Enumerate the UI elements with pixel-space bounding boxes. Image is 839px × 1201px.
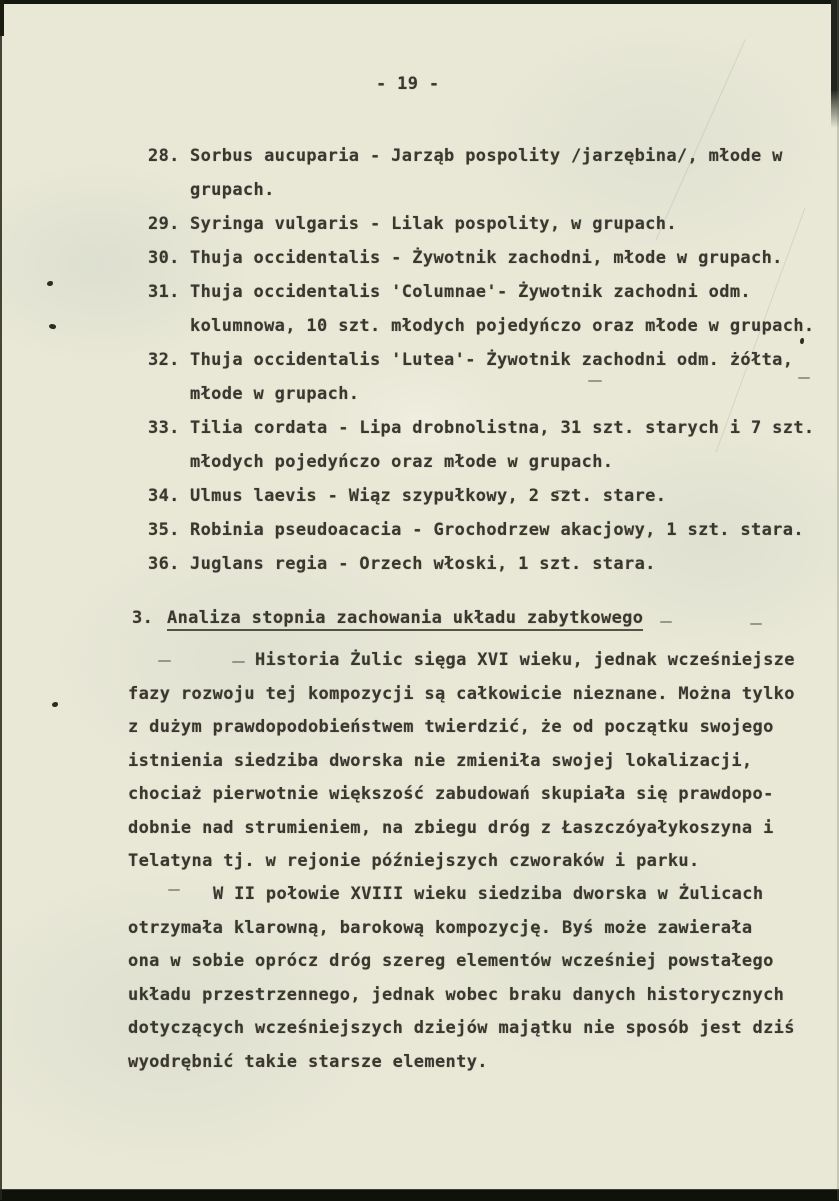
text-line: Tilia cordata - Lipa drobnolistna, 31 szt. starych i 7 szt. [190,418,815,438]
text-line: Robinia pseudoacacia - Grochodrzew akacjowy, 1 szt. stara. [190,520,804,540]
item-number: 30. [148,248,180,268]
paragraph-history-origins [128,644,795,879]
list-item [148,343,815,411]
text-line: grupach. [190,180,275,200]
text-line: W II połowie XVIII wieku siedziba dworska w Żulicach [213,884,764,904]
scan-edge-left-top [0,0,4,36]
text-line: Historia Żulic sięga XVI wieku, jednak wcześniejsze [255,650,795,670]
species-list [148,139,815,581]
text-line: młode w grupach. [190,384,360,404]
item-number: 29. [148,214,180,234]
list-item [148,241,815,275]
text-line: Thuja occidentalis 'Lutea'- Żywotnik zachodni odm. żółta, [190,350,794,370]
text-line: otrzymała klarowną, barokową kompozycję. Byś może zawierała [128,917,753,938]
text-line: Juglans regia - Orzech włoski, 1 szt. stara. [190,554,656,574]
item-number: 36. [148,554,180,574]
item-number: 31. [148,282,180,302]
scan-edge-bottom [0,1189,839,1201]
section-heading [132,602,643,635]
text-line: kolumnowa, 10 szt. młodych pojedyńczo oraz młode w grupach. [190,316,815,336]
text-line: młodych pojedyńczo oraz młode w grupach. [190,452,614,472]
text-line: z dużym prawdopodobieństwem twierdzić, że od początku swojego [128,717,774,737]
paragraph-18th-century [128,878,795,1079]
text-line: fazy rozwoju tej kompozycji są całkowicie nieznane. Można tylko [128,683,795,704]
stray-dash-mark [660,621,672,623]
list-item [148,275,815,343]
text-line: Ulmus laevis - Wiąz szypułkowy, 2 szt. stare. [190,486,667,506]
list-item [148,207,815,241]
item-number: 33. [148,418,180,438]
text-line: chociaż pierwotnie większość zabudowań skupiała się prawdopo- [128,784,774,804]
text-line: ona w sobie oprócz dróg szereg elementów wcześniej powstałego [128,951,774,971]
list-item [148,411,815,479]
text-line: Syringa vulgaris - Lilak pospolity, w grupach. [190,214,677,234]
scan-edge-left [0,0,2,1200]
text-line: Thuja occidentalis 'Columnae'- Żywotnik zachodni odm. [190,282,751,302]
text-line: Sorbus aucuparia - Jarząb pospolity /jarzębina/, młode w [190,146,783,166]
text-line: Telatyna tj. w rejonie późniejszych czworaków i parku. [128,851,700,871]
item-number: 28. [148,146,180,166]
text-line: Thuja occidentalis - Żywotnik zachodni, młode w grupach. [190,248,783,268]
text-line: wyodrębnić takie starsze elementy. [128,1051,488,1072]
item-number: 34. [148,486,180,506]
text-line: dobnie nad strumieniem, na zbiegu dróg z Łaszczóyałykoszyna i [128,817,774,838]
list-item [148,547,815,581]
section-number: 3. [132,608,154,628]
list-item [148,139,815,207]
page-number: - 19 - [376,74,440,94]
section-title: Analiza stopnia zachowania układu zabytkowego [167,608,643,631]
scan-edge-top [0,0,839,4]
text-line: układu przestrzennego, jednak wobec braku danych historycznych [128,984,785,1005]
list-item [148,479,815,513]
item-number: 35. [148,520,180,540]
text-line: dotyczących wcześniejszych dziejów majątku nie sposób jest dziś [128,1018,795,1038]
list-item [148,513,815,547]
text-line: istnienia siedziba dworska nie zmieniła swojej lokalizacji, [128,750,753,771]
stray-dash-mark [750,623,762,625]
item-number: 32. [148,350,180,370]
